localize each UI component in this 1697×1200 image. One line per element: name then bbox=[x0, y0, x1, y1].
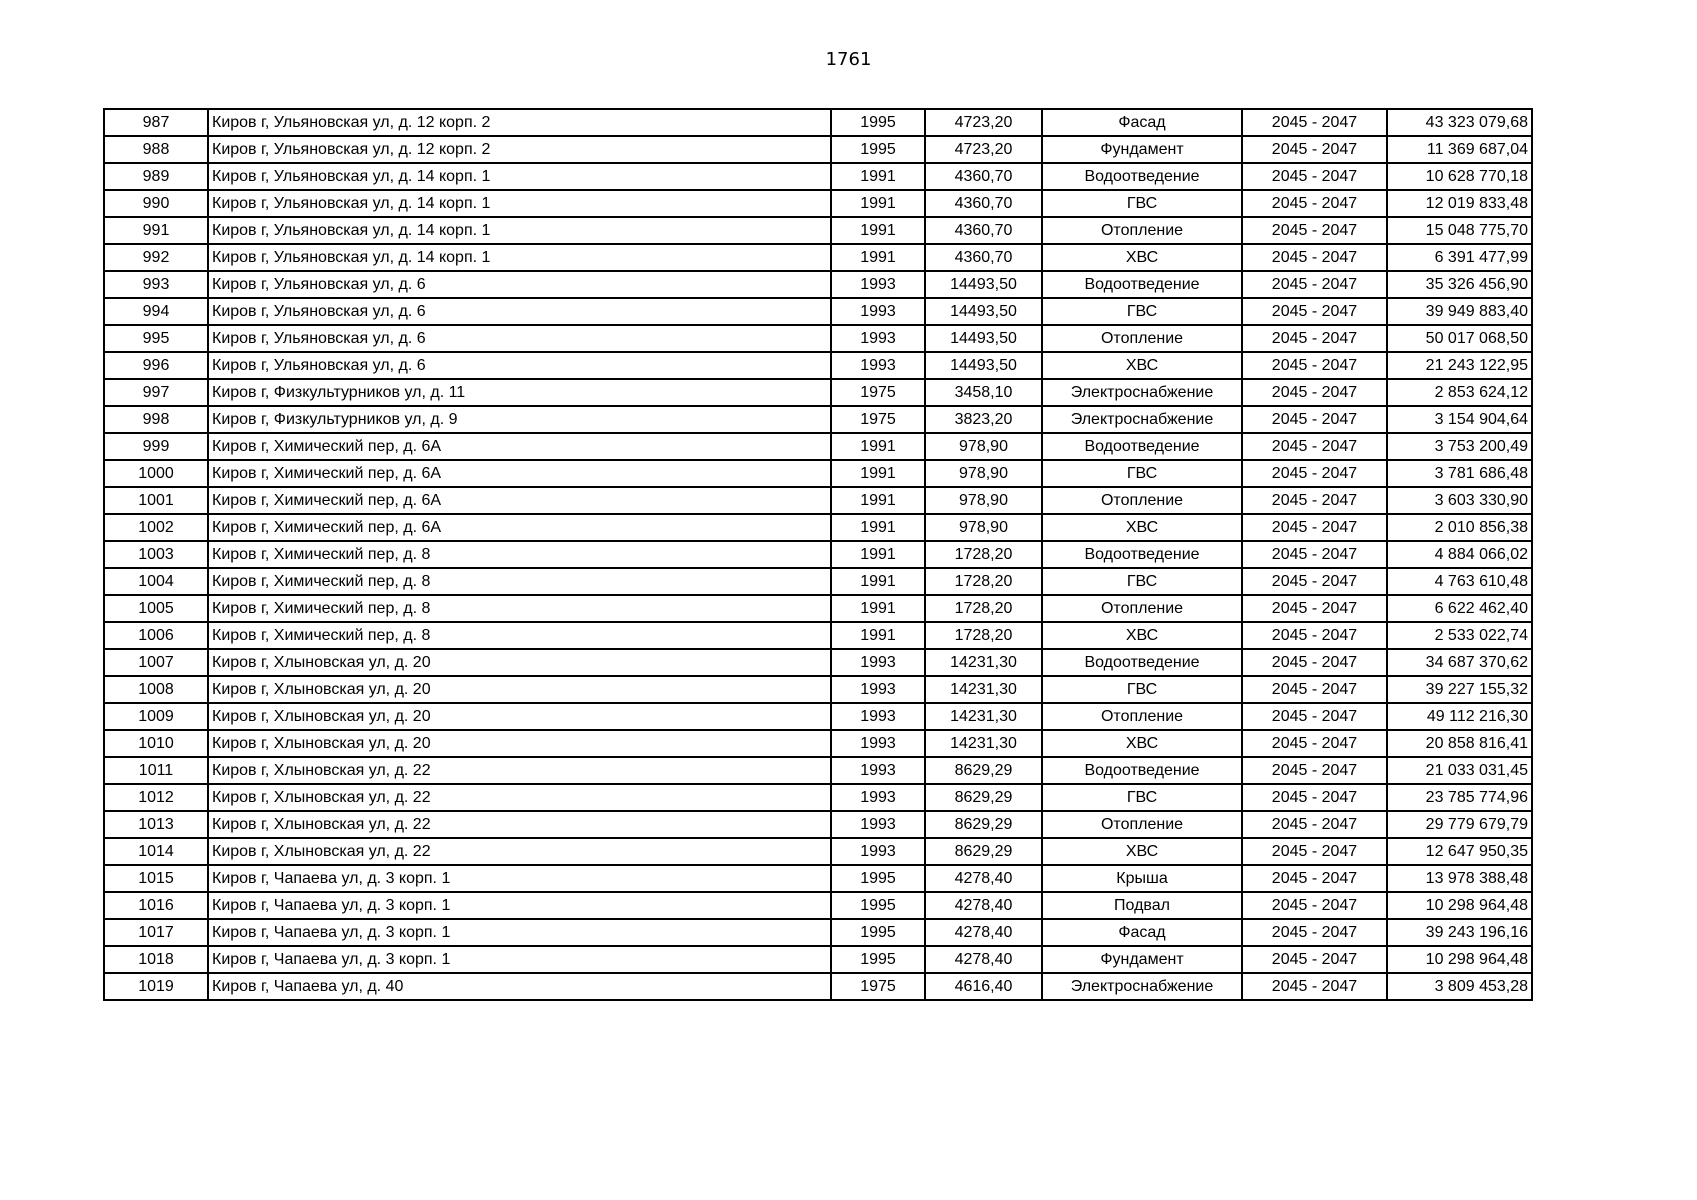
row-number-cell: 1003 bbox=[104, 541, 208, 568]
row-number-cell: 1014 bbox=[104, 838, 208, 865]
year-built-cell: 1991 bbox=[831, 568, 925, 595]
table-row bbox=[104, 298, 1532, 325]
year-built-cell: 1975 bbox=[831, 379, 925, 406]
address-cell: Киров г, Чапаева ул, д. 3 корп. 1 bbox=[208, 919, 831, 946]
address-cell: Киров г, Химический пер, д. 8 bbox=[208, 541, 831, 568]
area-cell: 4278,40 bbox=[925, 919, 1042, 946]
period-cell: 2045 - 2047 bbox=[1242, 406, 1387, 433]
address-cell: Киров г, Чапаева ул, д. 3 корп. 1 bbox=[208, 892, 831, 919]
period-cell: 2045 - 2047 bbox=[1242, 190, 1387, 217]
period-cell: 2045 - 2047 bbox=[1242, 757, 1387, 784]
period-cell: 2045 - 2047 bbox=[1242, 676, 1387, 703]
area-cell: 4360,70 bbox=[925, 244, 1042, 271]
year-built-cell: 1975 bbox=[831, 406, 925, 433]
work-type-cell: Водоотведение bbox=[1042, 649, 1242, 676]
address-cell: Киров г, Ульяновская ул, д. 14 корп. 1 bbox=[208, 163, 831, 190]
address-cell: Киров г, Хлыновская ул, д. 20 bbox=[208, 676, 831, 703]
year-built-cell: 1993 bbox=[831, 271, 925, 298]
year-built-cell: 1993 bbox=[831, 649, 925, 676]
work-type-cell: Фундамент bbox=[1042, 946, 1242, 973]
year-built-cell: 1991 bbox=[831, 244, 925, 271]
area-cell: 8629,29 bbox=[925, 811, 1042, 838]
address-cell: Киров г, Хлыновская ул, д. 20 bbox=[208, 703, 831, 730]
year-built-cell: 1993 bbox=[831, 298, 925, 325]
address-cell: Киров г, Ульяновская ул, д. 14 корп. 1 bbox=[208, 217, 831, 244]
row-number-cell: 1018 bbox=[104, 946, 208, 973]
area-cell: 8629,29 bbox=[925, 784, 1042, 811]
row-number-cell: 995 bbox=[104, 325, 208, 352]
cost-cell: 11 369 687,04 bbox=[1387, 136, 1532, 163]
address-cell: Киров г, Хлыновская ул, д. 20 bbox=[208, 649, 831, 676]
row-number-cell: 987 bbox=[104, 109, 208, 136]
table-row bbox=[104, 136, 1532, 163]
year-built-cell: 1991 bbox=[831, 514, 925, 541]
cost-cell: 34 687 370,62 bbox=[1387, 649, 1532, 676]
cost-cell: 3 154 904,64 bbox=[1387, 406, 1532, 433]
work-type-cell: ГВС bbox=[1042, 460, 1242, 487]
period-cell: 2045 - 2047 bbox=[1242, 271, 1387, 298]
area-cell: 4723,20 bbox=[925, 109, 1042, 136]
table-row bbox=[104, 217, 1532, 244]
year-built-cell: 1993 bbox=[831, 784, 925, 811]
work-type-cell: Отопление bbox=[1042, 325, 1242, 352]
year-built-cell: 1991 bbox=[831, 433, 925, 460]
cost-cell: 43 323 079,68 bbox=[1387, 109, 1532, 136]
area-cell: 14231,30 bbox=[925, 703, 1042, 730]
year-built-cell: 1975 bbox=[831, 973, 925, 1000]
address-cell: Киров г, Физкультурников ул, д. 11 bbox=[208, 379, 831, 406]
area-cell: 1728,20 bbox=[925, 595, 1042, 622]
area-cell: 978,90 bbox=[925, 433, 1042, 460]
work-type-cell: Отопление bbox=[1042, 811, 1242, 838]
table-row bbox=[104, 163, 1532, 190]
address-cell: Киров г, Хлыновская ул, д. 22 bbox=[208, 757, 831, 784]
row-number-cell: 1006 bbox=[104, 622, 208, 649]
row-number-cell: 1015 bbox=[104, 865, 208, 892]
period-cell: 2045 - 2047 bbox=[1242, 568, 1387, 595]
period-cell: 2045 - 2047 bbox=[1242, 379, 1387, 406]
work-type-cell: ГВС bbox=[1042, 568, 1242, 595]
table-row bbox=[104, 730, 1532, 757]
area-cell: 4616,40 bbox=[925, 973, 1042, 1000]
area-cell: 14231,30 bbox=[925, 730, 1042, 757]
period-cell: 2045 - 2047 bbox=[1242, 217, 1387, 244]
address-cell: Киров г, Хлыновская ул, д. 22 bbox=[208, 784, 831, 811]
work-type-cell: Водоотведение bbox=[1042, 433, 1242, 460]
row-number-cell: 1005 bbox=[104, 595, 208, 622]
repair-schedule-table bbox=[103, 108, 1533, 1001]
cost-cell: 20 858 816,41 bbox=[1387, 730, 1532, 757]
work-type-cell: ГВС bbox=[1042, 784, 1242, 811]
year-built-cell: 1993 bbox=[831, 838, 925, 865]
row-number-cell: 1016 bbox=[104, 892, 208, 919]
year-built-cell: 1993 bbox=[831, 352, 925, 379]
cost-cell: 13 978 388,48 bbox=[1387, 865, 1532, 892]
area-cell: 4360,70 bbox=[925, 163, 1042, 190]
row-number-cell: 988 bbox=[104, 136, 208, 163]
period-cell: 2045 - 2047 bbox=[1242, 595, 1387, 622]
work-type-cell: Крыша bbox=[1042, 865, 1242, 892]
address-cell: Киров г, Ульяновская ул, д. 12 корп. 2 bbox=[208, 109, 831, 136]
cost-cell: 12 019 833,48 bbox=[1387, 190, 1532, 217]
period-cell: 2045 - 2047 bbox=[1242, 973, 1387, 1000]
cost-cell: 21 243 122,95 bbox=[1387, 352, 1532, 379]
work-type-cell: ХВС bbox=[1042, 514, 1242, 541]
year-built-cell: 1995 bbox=[831, 136, 925, 163]
cost-cell: 15 048 775,70 bbox=[1387, 217, 1532, 244]
table-row bbox=[104, 811, 1532, 838]
work-type-cell: Электроснабжение bbox=[1042, 379, 1242, 406]
work-type-cell: Отопление bbox=[1042, 703, 1242, 730]
table-row bbox=[104, 865, 1532, 892]
row-number-cell: 1010 bbox=[104, 730, 208, 757]
cost-cell: 50 017 068,50 bbox=[1387, 325, 1532, 352]
area-cell: 8629,29 bbox=[925, 757, 1042, 784]
year-built-cell: 1995 bbox=[831, 892, 925, 919]
row-number-cell: 1008 bbox=[104, 676, 208, 703]
period-cell: 2045 - 2047 bbox=[1242, 163, 1387, 190]
period-cell: 2045 - 2047 bbox=[1242, 811, 1387, 838]
table-row bbox=[104, 703, 1532, 730]
row-number-cell: 1011 bbox=[104, 757, 208, 784]
year-built-cell: 1991 bbox=[831, 622, 925, 649]
cost-cell: 49 112 216,30 bbox=[1387, 703, 1532, 730]
area-cell: 4278,40 bbox=[925, 892, 1042, 919]
work-type-cell: ГВС bbox=[1042, 676, 1242, 703]
work-type-cell: Электроснабжение bbox=[1042, 406, 1242, 433]
table-row bbox=[104, 757, 1532, 784]
address-cell: Киров г, Химический пер, д. 6А bbox=[208, 460, 831, 487]
address-cell: Киров г, Ульяновская ул, д. 6 bbox=[208, 325, 831, 352]
row-number-cell: 1013 bbox=[104, 811, 208, 838]
year-built-cell: 1993 bbox=[831, 325, 925, 352]
period-cell: 2045 - 2047 bbox=[1242, 865, 1387, 892]
work-type-cell: Водоотведение bbox=[1042, 163, 1242, 190]
cost-cell: 35 326 456,90 bbox=[1387, 271, 1532, 298]
period-cell: 2045 - 2047 bbox=[1242, 514, 1387, 541]
year-built-cell: 1993 bbox=[831, 811, 925, 838]
address-cell: Киров г, Химический пер, д. 6А bbox=[208, 487, 831, 514]
area-cell: 1728,20 bbox=[925, 541, 1042, 568]
period-cell: 2045 - 2047 bbox=[1242, 433, 1387, 460]
table-row bbox=[104, 460, 1532, 487]
year-built-cell: 1993 bbox=[831, 730, 925, 757]
address-cell: Киров г, Ульяновская ул, д. 6 bbox=[208, 271, 831, 298]
work-type-cell: ХВС bbox=[1042, 622, 1242, 649]
period-cell: 2045 - 2047 bbox=[1242, 730, 1387, 757]
work-type-cell: Водоотведение bbox=[1042, 541, 1242, 568]
area-cell: 3823,20 bbox=[925, 406, 1042, 433]
year-built-cell: 1991 bbox=[831, 541, 925, 568]
table-row bbox=[104, 568, 1532, 595]
area-cell: 14493,50 bbox=[925, 298, 1042, 325]
row-number-cell: 999 bbox=[104, 433, 208, 460]
address-cell: Киров г, Ульяновская ул, д. 6 bbox=[208, 352, 831, 379]
cost-cell: 39 949 883,40 bbox=[1387, 298, 1532, 325]
work-type-cell: Подвал bbox=[1042, 892, 1242, 919]
period-cell: 2045 - 2047 bbox=[1242, 109, 1387, 136]
period-cell: 2045 - 2047 bbox=[1242, 298, 1387, 325]
cost-cell: 3 603 330,90 bbox=[1387, 487, 1532, 514]
table-row bbox=[104, 487, 1532, 514]
table-row bbox=[104, 973, 1532, 1000]
cost-cell: 39 227 155,32 bbox=[1387, 676, 1532, 703]
work-type-cell: Отопление bbox=[1042, 595, 1242, 622]
cost-cell: 39 243 196,16 bbox=[1387, 919, 1532, 946]
area-cell: 978,90 bbox=[925, 460, 1042, 487]
table-row bbox=[104, 325, 1532, 352]
row-number-cell: 1001 bbox=[104, 487, 208, 514]
area-cell: 1728,20 bbox=[925, 568, 1042, 595]
area-cell: 978,90 bbox=[925, 514, 1042, 541]
period-cell: 2045 - 2047 bbox=[1242, 919, 1387, 946]
area-cell: 4360,70 bbox=[925, 217, 1042, 244]
page-number: 1761 bbox=[825, 49, 872, 70]
work-type-cell: Электроснабжение bbox=[1042, 973, 1242, 1000]
table-row bbox=[104, 622, 1532, 649]
area-cell: 978,90 bbox=[925, 487, 1042, 514]
address-cell: Киров г, Ульяновская ул, д. 14 корп. 1 bbox=[208, 190, 831, 217]
table-row bbox=[104, 271, 1532, 298]
work-type-cell: Фундамент bbox=[1042, 136, 1242, 163]
table-row bbox=[104, 244, 1532, 271]
year-built-cell: 1993 bbox=[831, 676, 925, 703]
work-type-cell: Фасад bbox=[1042, 919, 1242, 946]
cost-cell: 6 391 477,99 bbox=[1387, 244, 1532, 271]
address-cell: Киров г, Чапаева ул, д. 3 корп. 1 bbox=[208, 946, 831, 973]
work-type-cell: Фасад bbox=[1042, 109, 1242, 136]
row-number-cell: 1009 bbox=[104, 703, 208, 730]
area-cell: 8629,29 bbox=[925, 838, 1042, 865]
row-number-cell: 991 bbox=[104, 217, 208, 244]
row-number-cell: 993 bbox=[104, 271, 208, 298]
work-type-cell: Водоотведение bbox=[1042, 271, 1242, 298]
cost-cell: 4 884 066,02 bbox=[1387, 541, 1532, 568]
work-type-cell: ХВС bbox=[1042, 244, 1242, 271]
cost-cell: 23 785 774,96 bbox=[1387, 784, 1532, 811]
cost-cell: 3 809 453,28 bbox=[1387, 973, 1532, 1000]
row-number-cell: 990 bbox=[104, 190, 208, 217]
address-cell: Киров г, Хлыновская ул, д. 22 bbox=[208, 838, 831, 865]
address-cell: Киров г, Химический пер, д. 8 bbox=[208, 568, 831, 595]
table-row bbox=[104, 919, 1532, 946]
address-cell: Киров г, Хлыновская ул, д. 20 bbox=[208, 730, 831, 757]
work-type-cell: ГВС bbox=[1042, 298, 1242, 325]
work-type-cell: ХВС bbox=[1042, 352, 1242, 379]
row-number-cell: 989 bbox=[104, 163, 208, 190]
table-row bbox=[104, 784, 1532, 811]
address-cell: Киров г, Химический пер, д. 8 bbox=[208, 595, 831, 622]
address-cell: Киров г, Ульяновская ул, д. 6 bbox=[208, 298, 831, 325]
table-row bbox=[104, 649, 1532, 676]
area-cell: 4723,20 bbox=[925, 136, 1042, 163]
period-cell: 2045 - 2047 bbox=[1242, 649, 1387, 676]
period-cell: 2045 - 2047 bbox=[1242, 703, 1387, 730]
cost-cell: 3 753 200,49 bbox=[1387, 433, 1532, 460]
period-cell: 2045 - 2047 bbox=[1242, 838, 1387, 865]
period-cell: 2045 - 2047 bbox=[1242, 784, 1387, 811]
row-number-cell: 1017 bbox=[104, 919, 208, 946]
year-built-cell: 1991 bbox=[831, 595, 925, 622]
period-cell: 2045 - 2047 bbox=[1242, 460, 1387, 487]
row-number-cell: 1012 bbox=[104, 784, 208, 811]
cost-cell: 29 779 679,79 bbox=[1387, 811, 1532, 838]
work-type-cell: ХВС bbox=[1042, 838, 1242, 865]
row-number-cell: 1007 bbox=[104, 649, 208, 676]
row-number-cell: 994 bbox=[104, 298, 208, 325]
year-built-cell: 1991 bbox=[831, 487, 925, 514]
address-cell: Киров г, Физкультурников ул, д. 9 bbox=[208, 406, 831, 433]
cost-cell: 21 033 031,45 bbox=[1387, 757, 1532, 784]
address-cell: Киров г, Химический пер, д. 6А bbox=[208, 514, 831, 541]
row-number-cell: 1000 bbox=[104, 460, 208, 487]
row-number-cell: 998 bbox=[104, 406, 208, 433]
cost-cell: 10 298 964,48 bbox=[1387, 892, 1532, 919]
row-number-cell: 997 bbox=[104, 379, 208, 406]
row-number-cell: 1004 bbox=[104, 568, 208, 595]
period-cell: 2045 - 2047 bbox=[1242, 541, 1387, 568]
period-cell: 2045 - 2047 bbox=[1242, 946, 1387, 973]
address-cell: Киров г, Хлыновская ул, д. 22 bbox=[208, 811, 831, 838]
year-built-cell: 1991 bbox=[831, 217, 925, 244]
table-row bbox=[104, 406, 1532, 433]
work-type-cell: Водоотведение bbox=[1042, 757, 1242, 784]
table-row bbox=[104, 946, 1532, 973]
area-cell: 14493,50 bbox=[925, 271, 1042, 298]
area-cell: 14493,50 bbox=[925, 325, 1042, 352]
work-type-cell: Отопление bbox=[1042, 217, 1242, 244]
year-built-cell: 1993 bbox=[831, 703, 925, 730]
cost-cell: 3 781 686,48 bbox=[1387, 460, 1532, 487]
row-number-cell: 996 bbox=[104, 352, 208, 379]
cost-cell: 4 763 610,48 bbox=[1387, 568, 1532, 595]
year-built-cell: 1995 bbox=[831, 919, 925, 946]
area-cell: 1728,20 bbox=[925, 622, 1042, 649]
period-cell: 2045 - 2047 bbox=[1242, 352, 1387, 379]
cost-cell: 2 010 856,38 bbox=[1387, 514, 1532, 541]
table-row bbox=[104, 514, 1532, 541]
table-row bbox=[104, 541, 1532, 568]
year-built-cell: 1995 bbox=[831, 946, 925, 973]
area-cell: 14231,30 bbox=[925, 649, 1042, 676]
table-body bbox=[104, 109, 1532, 1000]
period-cell: 2045 - 2047 bbox=[1242, 325, 1387, 352]
period-cell: 2045 - 2047 bbox=[1242, 244, 1387, 271]
cost-cell: 10 628 770,18 bbox=[1387, 163, 1532, 190]
area-cell: 3458,10 bbox=[925, 379, 1042, 406]
area-cell: 4360,70 bbox=[925, 190, 1042, 217]
table-row bbox=[104, 595, 1532, 622]
year-built-cell: 1995 bbox=[831, 109, 925, 136]
area-cell: 4278,40 bbox=[925, 865, 1042, 892]
period-cell: 2045 - 2047 bbox=[1242, 487, 1387, 514]
area-cell: 4278,40 bbox=[925, 946, 1042, 973]
row-number-cell: 1019 bbox=[104, 973, 208, 1000]
area-cell: 14493,50 bbox=[925, 352, 1042, 379]
period-cell: 2045 - 2047 bbox=[1242, 136, 1387, 163]
year-built-cell: 1991 bbox=[831, 163, 925, 190]
address-cell: Киров г, Чапаева ул, д. 40 bbox=[208, 973, 831, 1000]
work-type-cell: ХВС bbox=[1042, 730, 1242, 757]
year-built-cell: 1991 bbox=[831, 190, 925, 217]
address-cell: Киров г, Ульяновская ул, д. 12 корп. 2 bbox=[208, 136, 831, 163]
table-row bbox=[104, 379, 1532, 406]
cost-cell: 10 298 964,48 bbox=[1387, 946, 1532, 973]
row-number-cell: 992 bbox=[104, 244, 208, 271]
cost-cell: 2 853 624,12 bbox=[1387, 379, 1532, 406]
table-row bbox=[104, 352, 1532, 379]
table-row bbox=[104, 190, 1532, 217]
table-row bbox=[104, 838, 1532, 865]
address-cell: Киров г, Ульяновская ул, д. 14 корп. 1 bbox=[208, 244, 831, 271]
row-number-cell: 1002 bbox=[104, 514, 208, 541]
address-cell: Киров г, Химический пер, д. 8 bbox=[208, 622, 831, 649]
table-row bbox=[104, 433, 1532, 460]
address-cell: Киров г, Чапаева ул, д. 3 корп. 1 bbox=[208, 865, 831, 892]
period-cell: 2045 - 2047 bbox=[1242, 622, 1387, 649]
period-cell: 2045 - 2047 bbox=[1242, 892, 1387, 919]
cost-cell: 12 647 950,35 bbox=[1387, 838, 1532, 865]
work-type-cell: Отопление bbox=[1042, 487, 1242, 514]
table-row bbox=[104, 676, 1532, 703]
year-built-cell: 1993 bbox=[831, 757, 925, 784]
address-cell: Киров г, Химический пер, д. 6А bbox=[208, 433, 831, 460]
table-row bbox=[104, 892, 1532, 919]
table-row bbox=[104, 109, 1532, 136]
work-type-cell: ГВС bbox=[1042, 190, 1242, 217]
year-built-cell: 1995 bbox=[831, 865, 925, 892]
year-built-cell: 1991 bbox=[831, 460, 925, 487]
cost-cell: 6 622 462,40 bbox=[1387, 595, 1532, 622]
cost-cell: 2 533 022,74 bbox=[1387, 622, 1532, 649]
area-cell: 14231,30 bbox=[925, 676, 1042, 703]
